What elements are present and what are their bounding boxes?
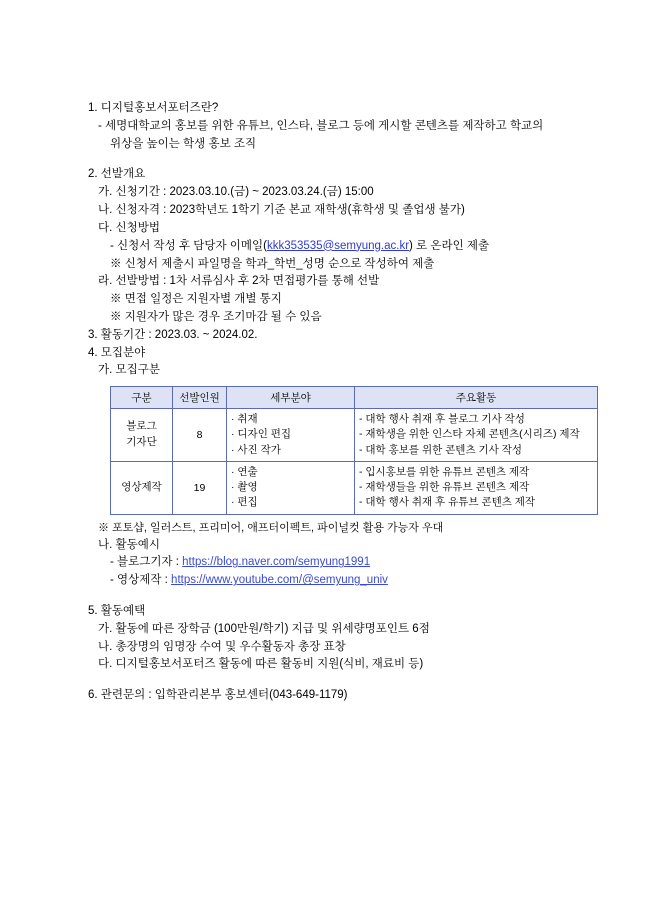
- section-3-heading: 3. 활동기간 : 2023.03. ~ 2024.02.: [88, 328, 258, 341]
- section-2-heading: 2. 선발개요: [88, 168, 146, 181]
- row-1-activities: [355, 461, 598, 514]
- section-1-body-line-2: 위상을 높이는 학생 홍보 조직: [110, 137, 257, 150]
- row-0-detail-line-3: · 사진 작가: [231, 443, 281, 456]
- table-header-detail: 세부분야: [227, 387, 355, 409]
- row-1-count: 19: [173, 461, 227, 514]
- section-2-item-d2: ※ 지원자가 많은 경우 조기마감 될 수 있음: [110, 310, 322, 323]
- row-0-count: 8: [173, 409, 227, 462]
- table-header-activities: 주요활동: [355, 387, 598, 409]
- section-2-item-b: 나. 신청자격 : 2023학년도 1학기 기준 본교 재학생(휴학생 및 졸업생 불가): [98, 204, 465, 217]
- section-2-item-a: 가. 신청기간 : 2023.03.10.(금) ~ 2023.03.24.(금) 15:00: [98, 186, 374, 199]
- section-4-item-b: 나. 활동예시: [98, 538, 160, 551]
- section-2-item-d: 라. 선발방법 : 1차 서류심사 후 2차 면접평가를 통해 선발: [98, 275, 380, 288]
- section-1-heading: 1. 디지털홍보서포터즈란?: [88, 102, 219, 114]
- row-0-detail-line-2: · 디자인 편집: [231, 428, 292, 441]
- row-0-activity-line-1: - 대학 행사 취재 후 블로그 기사 작성: [359, 413, 525, 426]
- section-2-item-c2: ※ 신청서 제출시 파일명을 학과_학번_성명 순으로 작성하여 제출: [110, 257, 435, 270]
- section-4-heading: 4. 모집분야: [88, 346, 146, 359]
- row-0-detail: [227, 409, 355, 462]
- row-0-division: [111, 409, 173, 462]
- row-0-detail-line-1: · 취재: [231, 413, 258, 426]
- row-1-detail-line-2: · 촬영: [231, 481, 258, 494]
- row-1-activity-line-2: - 재학생들을 위한 유튜브 콘텐츠 제작: [359, 481, 530, 494]
- section-1-body-line-1: - 세명대학교의 홍보를 위한 유튜브, 인스타, 블로그 등에 게시할 콘텐츠를 제작하고 학교의: [98, 119, 544, 132]
- section-5-item-a: 가. 활동에 따른 장학금 (100만원/학기) 지급 및 위세량명포인트 6점: [98, 622, 430, 635]
- row-1-detail-line-3: · 편집: [231, 496, 258, 509]
- row-1-activity-line-1: - 입시홍보를 위한 유튜브 콘텐츠 제작: [359, 465, 530, 478]
- section-5-item-b: 나. 총장명의 임명장 수여 및 우수활동자 총장 표창: [98, 640, 346, 653]
- table-row: [111, 409, 598, 462]
- email-line-suffix: ) 로 온라인 제출: [409, 239, 490, 252]
- table-header-row: [111, 387, 598, 409]
- section-4-item-a: 가. 모집구분: [98, 364, 160, 377]
- recruit-table: [110, 386, 598, 514]
- section-2-item-c1: [88, 238, 595, 256]
- row-1-activity-line-3: - 대학 행사 취재 후 유튜브 콘텐츠 제작: [359, 496, 536, 509]
- table-header-count: 선발인원: [173, 387, 227, 409]
- section-4-note: ※ 포토샵, 일러스트, 프리미어, 애프터이펙트, 파이널컷 활용 가능자 우대: [98, 521, 444, 534]
- row-0-division-line-2: 기자단: [126, 436, 157, 449]
- section-4-item-b1: [88, 554, 595, 572]
- section-6-heading: 6. 관련문의 : 입학관리본부 홍보센터(043-649-1179): [88, 689, 348, 702]
- row-1-detail: [227, 461, 355, 514]
- email-line-prefix: - 신청서 작성 후 담당자 이메일(: [110, 239, 267, 252]
- spacer: [88, 153, 595, 166]
- section-5-heading: 5. 활동예택: [88, 604, 146, 617]
- blog-url-link[interactable]: https://blog.naver.com/semyung1991: [182, 556, 371, 569]
- table-header-division: 구분: [111, 387, 173, 409]
- section-4-item-b2: [88, 572, 595, 590]
- spacer: [88, 674, 595, 687]
- section-2-item-c: 다. 신청방법: [98, 221, 160, 234]
- row-0-activities: [355, 409, 598, 462]
- row-0-activity-line-2: - 재학생을 위한 인스타 자체 콘텐츠(시리즈) 제작: [359, 428, 580, 441]
- youtube-link-label: - 영상제작 :: [110, 574, 172, 587]
- row-1-detail-line-1: · 연출: [231, 465, 258, 478]
- row-0-division-line-1: 블로그: [126, 420, 157, 433]
- blog-link-label: - 블로그기자 :: [110, 556, 183, 569]
- contact-email-link[interactable]: kkk353535@semyung.ac.kr: [266, 239, 410, 252]
- table-row: [111, 461, 598, 514]
- youtube-url-link[interactable]: https://www.youtube.com/@semyung_univ: [171, 574, 388, 587]
- section-2-item-d1: ※ 면접 일정은 지원자별 개별 통지: [110, 293, 282, 306]
- row-0-activity-line-3: - 대학 홍보를 위한 콘텐츠 기사 작성: [359, 443, 523, 456]
- row-1-division: 영상제작: [111, 461, 173, 514]
- spacer: [88, 590, 595, 603]
- section-5-item-c: 다. 디지털홍보서포터즈 활동에 따른 활동비 지원(식비, 재료비 등): [98, 658, 424, 671]
